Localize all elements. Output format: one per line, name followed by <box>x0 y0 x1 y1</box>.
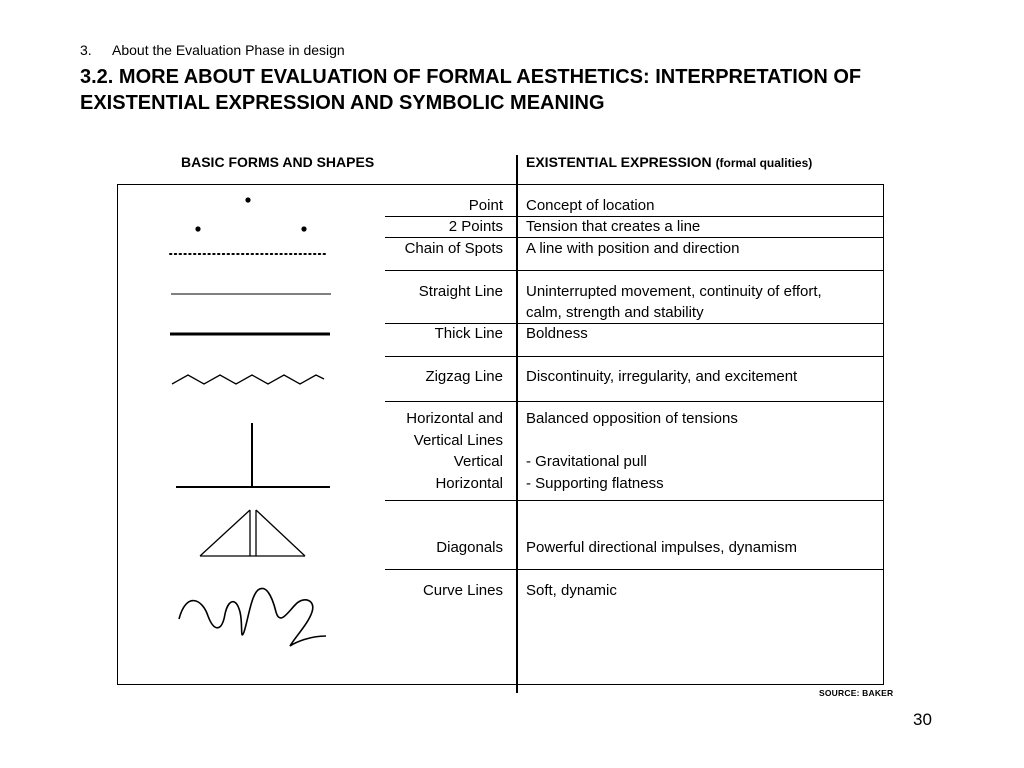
row-label-curve-lines: Curve Lines <box>422 582 503 599</box>
diagonals-shape <box>200 510 305 556</box>
zigzag-line-shape <box>172 375 324 384</box>
point-shape <box>245 197 250 202</box>
row-label-point: Point <box>468 197 503 214</box>
curve-lines-shape <box>179 588 326 646</box>
row-label-straight-line: Straight Line <box>418 283 503 300</box>
right-header-main: EXISTENTIAL EXPRESSION <box>526 154 712 170</box>
slide-title: 3.2. MORE ABOUT EVALUATION OF FORMAL AESTHETICS: INTERPRETATION OF EXISTENTIAL EXPRESSION AND SYMBOLIC MEANING <box>80 66 862 114</box>
row-desc-straight-line: Uninterrupted movement, continuity of effort, calm, strength and stability <box>526 283 822 321</box>
horizontal-vertical-lines-shape <box>176 423 330 487</box>
row-desc-diagonals: Powerful directional impulses, dynamism <box>526 539 797 556</box>
two-points-shape <box>195 226 306 231</box>
source-credit: SOURCE: BAKER <box>819 688 894 698</box>
section-number: 3. <box>80 42 92 58</box>
row-desc-point: Concept of location <box>526 197 655 214</box>
row-desc-2-points: Tension that creates a line <box>526 218 701 235</box>
row-desc-thick-line: Boldness <box>526 325 588 342</box>
row-label-thick-line: Thick Line <box>434 325 503 342</box>
row-label-horizontal-vertical: Horizontal and Vertical Lines Vertical Horizontal <box>406 410 503 492</box>
row-desc-zigzag-line: Discontinuity, irregularity, and excitement <box>526 368 798 385</box>
right-header-note: (formal qualities) <box>715 156 813 170</box>
row-label-chain-of-spots: Chain of Spots <box>404 240 503 257</box>
row-desc-curve-lines: Soft, dynamic <box>526 582 617 599</box>
row-desc-horizontal-vertical: Balanced opposition of tensions - Gravitational pull - Supporting flatness <box>526 410 738 492</box>
left-column-header: BASIC FORMS AND SHAPES <box>181 154 375 170</box>
row-desc-chain-of-spots: A line with position and direction <box>526 240 740 257</box>
row-label-diagonals: Diagonals <box>436 539 503 556</box>
row-label-2-points: 2 Points <box>448 218 503 235</box>
row-label-zigzag-line: Zigzag Line <box>425 368 503 385</box>
section-text: About the Evaluation Phase in design <box>112 42 345 58</box>
page-number: 30 <box>913 710 932 729</box>
